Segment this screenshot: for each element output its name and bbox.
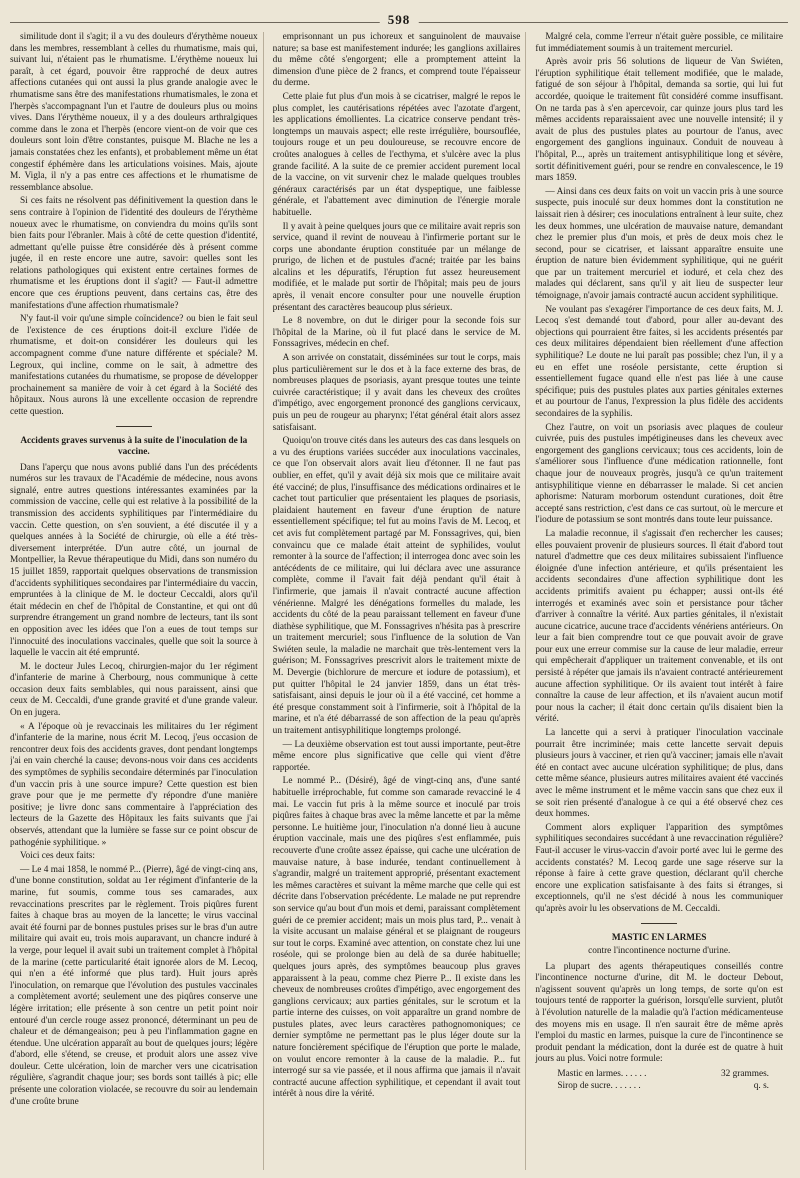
column-1 (10, 32, 264, 1170)
paragraph: Malgré cela, comme l'erreur n'était guère possible, ce militaire fut immédiatement soumis à un traitement mercuriel. (535, 32, 784, 54)
paragraph: — Ainsi dans ces deux faits on voit un vaccin pris à une source suspecte, puis inoculé sur deux hommes dont la constitution ne laissait rien à désirer; ces inoculations entraînent à leur suite, chez les deux hommes, une ulcération de mauvaise nature, demandant chez le premier plus d'un mois, et près de deux mois chez le second, pour se cicatriser, et laissant apparaître ensuite une éruption de nature bien évidemment syphilitique, qui ne guérit que par un traitement mercuriel et ioduré, et cela chez des malades qui déclarent, sans qu'il y ait lieu de suspecter leur témoignage, n'avoir jamais contracté aucun accident syphilitique. (535, 186, 784, 302)
paragraph: Quoiqu'on trouve cités dans les auteurs des cas dans lesquels on a vu des éruptions variées succéder aux inoculations vaccinales, ce que l'on observait alors avait lieu d'étonner. Il ne faut pas oublier, en effet, qu'il y avait déjà six mois que ce militaire avait été vacciné; de plus, l'insuffisance des médications ordinaires et le cachet tout particulier que présentaient les plaques de psoriasis, plaidaient hautement en faveur d'une éruption de nature essentiellement spécifique; tel fut au moins l'avis de M. Lecoq, et cet avis fut complètement partagé par M. Fonssagrives, qui, bien convaincu que ce malade était atteint de syphilides, voulut remonter à la source de l'affection; il interrogea donc avec soin les antécédents de ce militaire, qui lui déclara avec une assurance complète, comme il l'avait fait déjà pendant qu'il était à l'infirmerie, que jamais il n'avait contracté aucune affection vénérienne. Malgré les dénégations formelles du malade, les accidents du côté de la peau paraissant tellement en faveur d'une diathèse syphilitique, que M. Fonssagrives n'hésita pas à prescrire un traitement mercuriel; sous l'influence de la solution de Van Swiéten seule, la maladie ne marchait que très-lentement vers la guérison; M. Fonssagrives prescrivit alors le traitement mixte de M. Devergie (bichlorure de mercure et iodure de potassium), et put quitter l'hôpital le 24 janvier 1859, dans un état très-satisfaisant, ainsi depuis le jour où il a été vacciné, cet homme a été presque constamment soit à l'infirmerie, soit à l'hôpital de la marine, et n'a été débarrassé de son affection de la peau qu'après un traitement antisyphilitique longtemps prolongé. (272, 436, 521, 737)
paragraph: A son arrivée on constatait, disséminées sur tout le corps, mais plus particulièrement sur le dos et à la face externe des bras, de nombreuses plaques de psoriasis, ayant presque toutes une teinte cuivrée caractéristique; il y avait dans les cheveux des croûtes d'impétigo, avec engorgement prononcé des ganglions cervicaux, puis un peu de rougeur au pharynx; l'état général était alors assez satisfaisant. (272, 353, 521, 433)
section-divider (641, 923, 677, 924)
section-divider (116, 426, 152, 427)
section-heading-vaccine: Accidents graves survenus à la suite de l'inoculation de la vaccine. (20, 435, 248, 457)
paragraph: La plupart des agents thérapeutiques conseillés contre l'incontinence nocturne d'urine, dit M. le docteur Debout, n'agissent souvent qu'après un long temps, de sorte qu'on est toujours tenté de rapporter la guérison, lorsqu'elle survient, plutôt à l'évolution naturelle de la maladie qu'à l'action médicamenteuse des moyens mis en usage. Il n'en saurait être de même après l'emploi du mastic en larmes, puisque la cure de l'incontinence se produit pendant la médication, dont la durée est de quatre à huit jours au plus. Voici notre formule: (535, 961, 784, 1065)
column-3 (535, 32, 788, 1170)
paragraph: La maladie reconnue, il s'agissait d'en rechercher les causes; elles pouvaient provenir de plusieurs sources. Il était d'abord tout naturel d'admettre que ces deux militaires subissaient l'influence éloignée d'une infection antérieure, et qu'ils présentaient les accidents secondaires d'une affection syphilitique dont les accidents primitifs avaient pu échapper; aussi ont-ils été interrogés et examinés avec soin et persistance pour tâcher d'arriver à connaître la vérité. Aux parties génitales, il n'existait aucune cicatrice, aucune trace d'accidents vénériens antérieurs. On leur a fait bien comprendre tout ce que pouvait avoir de grave pour eux une erreur commise sur la cause de leur maladie, erreur qui empêcherait d'appliquer un traitement convenable, et ils ont persisté à répéter que jamais ils n'avaient contracté antérieurement aucune affection syphilitique. Or ils avaient tout intérêt à faire connaître la cause de leur affection, et ils n'avaient aucun motif pour nous la cacher; il était donc certain qu'ils disaient bien la vérité. (535, 528, 784, 725)
paragraph: Ne voulant pas s'exagérer l'importance de ces deux faits, M. J. Lecoq s'est demandé tout d'abord, pour aller au-devant des objections qui pourraient être faites, si les accidents présentés par ces deux militaires dépendaient bien réellement d'une affection syphilitique? Le doute ne lui paraît pas possible; chez l'un, il y a eu en effet une roséole persistante, cette éruption si essentiellement fugace quand elle n'est pas liée à une cause spécifique; puis des pustules plates aux parties génitales externes et au pourtour de l'anus, l'expression la plus fidèle des accidents secondaires de la syphilis. (535, 304, 784, 419)
paragraph: similitude dont il s'agit; il a vu des douleurs d'érythème noueux dans les membres, ressemblant à celles du rhumatisme, mais qui, suivant lui, n'étaient pas le rhumatisme. L'érythème noueux lui paraît, à cet égard, pouvoir être rapproché de deux autres affections cutanées qui ont aussi la plus grande analogie avec le rhumatisme sans être des manifestations rhumatismales, le zona et l'herpès s'accompagnant l'un et l'autre de douleurs plus ou moins vives. Dans l'érythème noueux, il y a des douleurs arthralgiques comme dans le zona et l'herpès (encore vient-on de voir que ces douleurs sont loin d'être constantes, puisque M. Blache ne les a jamais constatées chez les enfants), et probablement même un état congestif éphémère dans les articulations voisines. Mais, ajoute M. Vigla, il n'y a pas entre ces affections et le rhumatisme de ressemblance absolue. (10, 32, 258, 193)
paragraph: La lancette qui a servi à pratiquer l'inoculation vaccinale pourrait être incriminée; mais cette lancette servait depuis plusieurs jours à vacciner, et rien qu'à vacciner; jamais elle n'avait été en contact avec aucune ulcération syphilitique; de plus, dans cette même séance, plusieurs autres militaires avaient été vaccinés avec le même instrument et le même vaccin sans que chez eux il se soit rien présenté d'analogue à ce qui a été observé chez ces deux hommes. (535, 728, 784, 820)
paragraph: Après avoir pris 56 solutions de liqueur de Van Swiéten, l'éruption syphilitique était tellement modifiée, que le malade, fatigué de son séjour à l'hôpital, demanda sa sortie, qui lui fut accordée, quoique le traitement fût considéré comme insuffisant. On ne tarda pas à s'en apercevoir, car quinze jours plus tard les mêmes accidents reparaissaient avec une nouvelle intensité; il y avait de plus des pustules plates au pourtour de l'anus, avec engorgement des ganglions inguinaux. Conduit de nouveau à l'hôpital, P..., après un traitement antisyphilitique long et sévère, sortit définitivement guéri, pour se rendre en convalescence, le 19 mars 1859. (535, 57, 784, 184)
paragraph: emprisonnant un pus ichoreux et sanguinolent de mauvaise nature; sa base est manifestement indurée; les ganglions axillaires du même côté s'engorgent; elle a promptement atteint la dimension d'une pièce de 2 francs, et comprend toute l'épaisseur du derme. (272, 32, 521, 89)
section-subheading: contre l'incontinence nocturne d'urine. (588, 945, 731, 956)
paragraph: Il y avait à peine quelques jours que ce militaire avait repris son service, quand il revint de nouveau à l'infirmerie portant sur le corps une abondante éruption constituée par un mélange de prurigo, de lichen et de pustules d'acné; traitée par les bains alcalins et les dépuratifs, l'éruption fut assez heureusement modifiée, et le malade put sortir de l'hôpital; mais peu de jours après, il venait encore consulter pour une nouvelle éruption présentant des caractères beaucoup plus sérieux. (272, 221, 521, 313)
paragraph: Le 8 novembre, on dut le diriger pour la seconde fois sur l'hôpital de la Marine, où il fut placé dans le service de M. Fonssagrives, médecin en chef. (272, 316, 521, 350)
article-columns (10, 32, 788, 1170)
paragraph: — Le 4 mai 1858, le nommé P... (Pierre), âgé de vingt-cinq ans, d'une bonne constitution, soldat au 1er régiment d'infanterie de la marine, fut soumis, comme tous ses camarades, aux revaccinations prescrites par le règlement. Trois piqûres furent faites à chaque bras au moyen de la lancette; le virus vaccinal avait été fourni par de bonnes pustules prises sur le bras d'un autre militaire qui avait eu, trois mois auparavant, un chancre induré à la verge, pour lequel il avait subi un traitement complet à l'hôpital de la marine (cette particularité était ignorée alors de M. Lecoq, qui n'en a été informé que plus tard). Huit jours après l'inoculation, on remarque que l'évolution des pustules vaccinales a complètement avorté; seulement une des piqûres conserve une légère irritation; elle présente à son centre un petit point noir entouré d'un cercle rouge assez prononcé, déterminant un peu de chaleur et de démangeaison; peu à peu l'inflammation gagne en étendue. Une ulcération apparaît au bout de quelques jours; légère d'abord, elle s'étend, se creuse, et produit alors une assez vive douleur. Cette ulcération, loin de marcher vers une cicatrisation régulière, s'agrandit chaque jour; ses bords sont taillés à pic; elle présente une coloration violacée, se recouvre du soir au lendemain d'une croûte brune (10, 864, 258, 1107)
paragraph: Dans l'aperçu que nous avons publié dans l'un des précédents numéros sur les travaux de l'Académie de médecine, nous avons signalé, entre autres questions intéressantes examinées par la commission de vaccine, celle qui est relative à la possibilité de la transmission des accidents syphilitiques par l'intermédiaire du vaccin. Cette question, on s'en souvient, a été discutée il y a quelques années à la Société de chirurgie, où elle a été très-diversement interprétée. D'un autre côté, un journal de Montpellier, la Revue thérapeutique du Midi, dans son numéro du 15 juillet 1859, rapportait quelques observations de transmission d'accidents syphilitiques secondaires par l'intermédiaire du vaccin, empruntées à la clinique de M. le docteur Ceccaldi, alors qu'il était médecin en chef de l'hôpital de Constantine, et qui ont dû surprendre étrangement un grand nombre de lecteurs, tant ils sont en opposition avec les idées que l'on a eues de tout temps sur l'innocuité des inoculations vaccinales, quelle que soit la source à laquelle le vaccin ait été emprunté. (10, 462, 258, 659)
formula-item: Mastic en larmes. . . . . . (557, 1068, 647, 1079)
page-header (10, 10, 788, 32)
formula-line (535, 1068, 783, 1080)
formula-dose: 32 grammes. (720, 1068, 770, 1079)
page-number: 598 (380, 12, 419, 28)
paragraph: Le nommé P... (Désiré), âgé de vingt-cinq ans, d'une santé habituelle irréprochable, fut comme son camarade revacciné le 4 mai. Le vaccin fut pris à la même source et inoculé par trois piqûres faites à chaque bras avec la même lancette et par la même personne. Le huitième jour, l'inoculation n'a donné lieu à aucune éruption vaccinale, mais une des piqûres s'est enflammée, puis recouverte d'une croûte assez épaisse, qui cache une ulcération de mauvaise nature, à base indurée, tendant continuellement à s'agrandir, malgré un traitement approprié, présentant exactement les mêmes caractères et suivant la même marche que celle qui est décrite dans l'observation précédente. Le malade ne put reprendre son service qu'au bout d'un mois et demi, paraissant complètement guéri de ce premier accident; mais un mois plus tard, P... venait à la visite accusant un malaise général et se plaignant de rougeurs sur tout le corps. Examiné avec attention, on constate chez lui une roséole, qui se prolonge bien au delà de sa durée habituelle; quelques jours après, des symptômes beaucoup plus graves apparaissent à la peau, comme chez Pierre P... Il existe dans les cheveux de nombreuses croûtes d'impétigo, avec engorgement des ganglions cervicaux; aux parties génitales, sur le scrotum et la partie interne des cuisses, on voit apparaître un grand nombre de pustules plates, avec leurs caractères pathognomoniques; ce dernier symptôme ne permettant pas le plus léger doute sur la nature foncièrement spécifique de l'éruption que porte le malade, on voulut encore remonter à la cause de la maladie. P... fut interrogé sur sa vie passée, et il nous affirma que jamais il n'avait contracté aucune affection syphilitique, et cependant il avait tout intérêt à nous dire la vérité. (272, 776, 521, 1100)
column-2 (273, 32, 527, 1170)
paragraph: M. le docteur Jules Lecoq, chirurgien-major du 1er régiment d'infanterie de marine à Cherbourg, nous communique à cette occasion deux faits semblables, qui nous paraissent, ainsi que ceux de M. Ceccaldi, d'une grande gravité et d'une grande valeur. On en jugera. (10, 661, 258, 719)
paragraph: Voici ces deux faits: (20, 851, 95, 862)
formula-item: Sirop de sucre. . . . . . . (557, 1080, 641, 1091)
formula-line (535, 1080, 783, 1092)
formula-dose: q. s. (753, 1080, 770, 1091)
paragraph: Cette plaie fut plus d'un mois à se cicatriser, malgré le repos le plus complet, les cautérisations répétées avec l'azotate d'argent, les applications émollientes. La cicatrice conserve pendant très-longtemps un mauvais aspect; elle reste irrégulière, boursouflée, toujours rouge et un peu douloureuse, se recouvre encore de croûtes analogues à celles de l'ecthyma, et s'ulcère avec la plus grande facilité. A la suite de ce premier accident purement local de la vaccine, on vit survenir chez le malade quelques troubles généraux caractérisés par un état dyspeptique, une faiblesse générale, et l'abattement avec diminution de l'énergie morale habituelle. (272, 91, 521, 218)
section-heading-mastic: MASTIC EN LARMES (611, 932, 707, 943)
paragraph: « A l'époque où je revaccinais les militaires du 1er régiment d'infanterie de la marine, nous écrit M. Lecoq, j'eus occasion de rencontrer deux fois des accidents graves, dont pendant longtemps j'ai en vain cherché la cause; devons-nous voir dans ces accidents des symptômes de syphilis secondaire déterminés par l'inoculation d'un vaccin pris à une source impure? Cette question est bien grave pour que je me permette d'y répondre d'une manière positive; je livre donc sans commentaire à l'appréciation des lecteurs de la Gazette des Hôpitaux les faits suivants que j'ai observés, attendant que la lumière se fasse sur ce point obscur de pathogénie syphilitique. » (10, 721, 258, 848)
paragraph: Si ces faits ne résolvent pas définitivement la question dans le sens contraire à l'opinion de l'identité des douleurs de l'érythème noueux avec le rhumatisme, on conviendra du moins qu'ils sont bien faits pour l'ébranler. Mais à côté de cette question d'identité, admettant qu'elle puisse être considérée dès à présent comme jugée, il en reste encore une autre, savoir: quelles sont les relations pathologiques qui existent entre certaines formes de rhumatisme et les éruptions dont il s'agit? — Faut-il admettre encore que ces éruptions peuvent, dans certains cas, être des manifestations d'une affection rhumatismale? (10, 196, 258, 311)
paragraph: N'y faut-il voir qu'une simple coïncidence? ou bien le fait seul de l'existence de ces éruptions doit-il exclure l'idée de rhumatisme, et doit-on considérer les douleurs qui les accompagnent comme d'une nature différente et spéciale? M. Legroux, qui incline, comme on le sait, à admettre des manifestations cutanées du rhumatisme, se propose de développer prochainement sa manière de voir à cet égard à la Société des hôpitaux. Nous aurons là une excellente occasion de reprendre cette question. (10, 314, 258, 417)
paragraph: Chez l'autre, on voit un psoriasis avec plaques de couleur cuivrée, puis des pustules impétigineuses dans les cheveux avec engorgement des ganglions cervicaux; tous ces accidents, loin de s'améliorer sous l'influence d'une médication rationnelle, font chaque jour de nouveaux progrès, jusqu'à ce qu'un traitement antisyphilitique vienne en débarrasser le malade. Si cet ancien aphorisme: Naturam morborum ostendunt curationes, doit être accepté sans restriction, c'est dans ce cas surtout, où le mercure et l'iodure de potassium se sont montrés dans toute leur puissance. (535, 422, 784, 526)
paragraph: Comment alors expliquer l'apparition des symptômes syphilitiques secondaires succédant à une revaccination régulière? Faut-il accuser le virus-vaccin d'avoir porté avec lui le germe des accidents constatés? M. Lecoq garde une sage réserve sur la réponse à faire à cette grave question, déclarant qu'il cherche encore une explication satisfaisante à des faits si étranges, si exceptionnels, qu'il ne s'est décidé à nous les communiquer qu'après avoir lu les observations de M. Ceccaldi. (535, 822, 784, 914)
paragraph: — La deuxième observation est tout aussi importante, peut-être même encore plus significative que celle qui vient d'être rapportée. (272, 739, 521, 773)
